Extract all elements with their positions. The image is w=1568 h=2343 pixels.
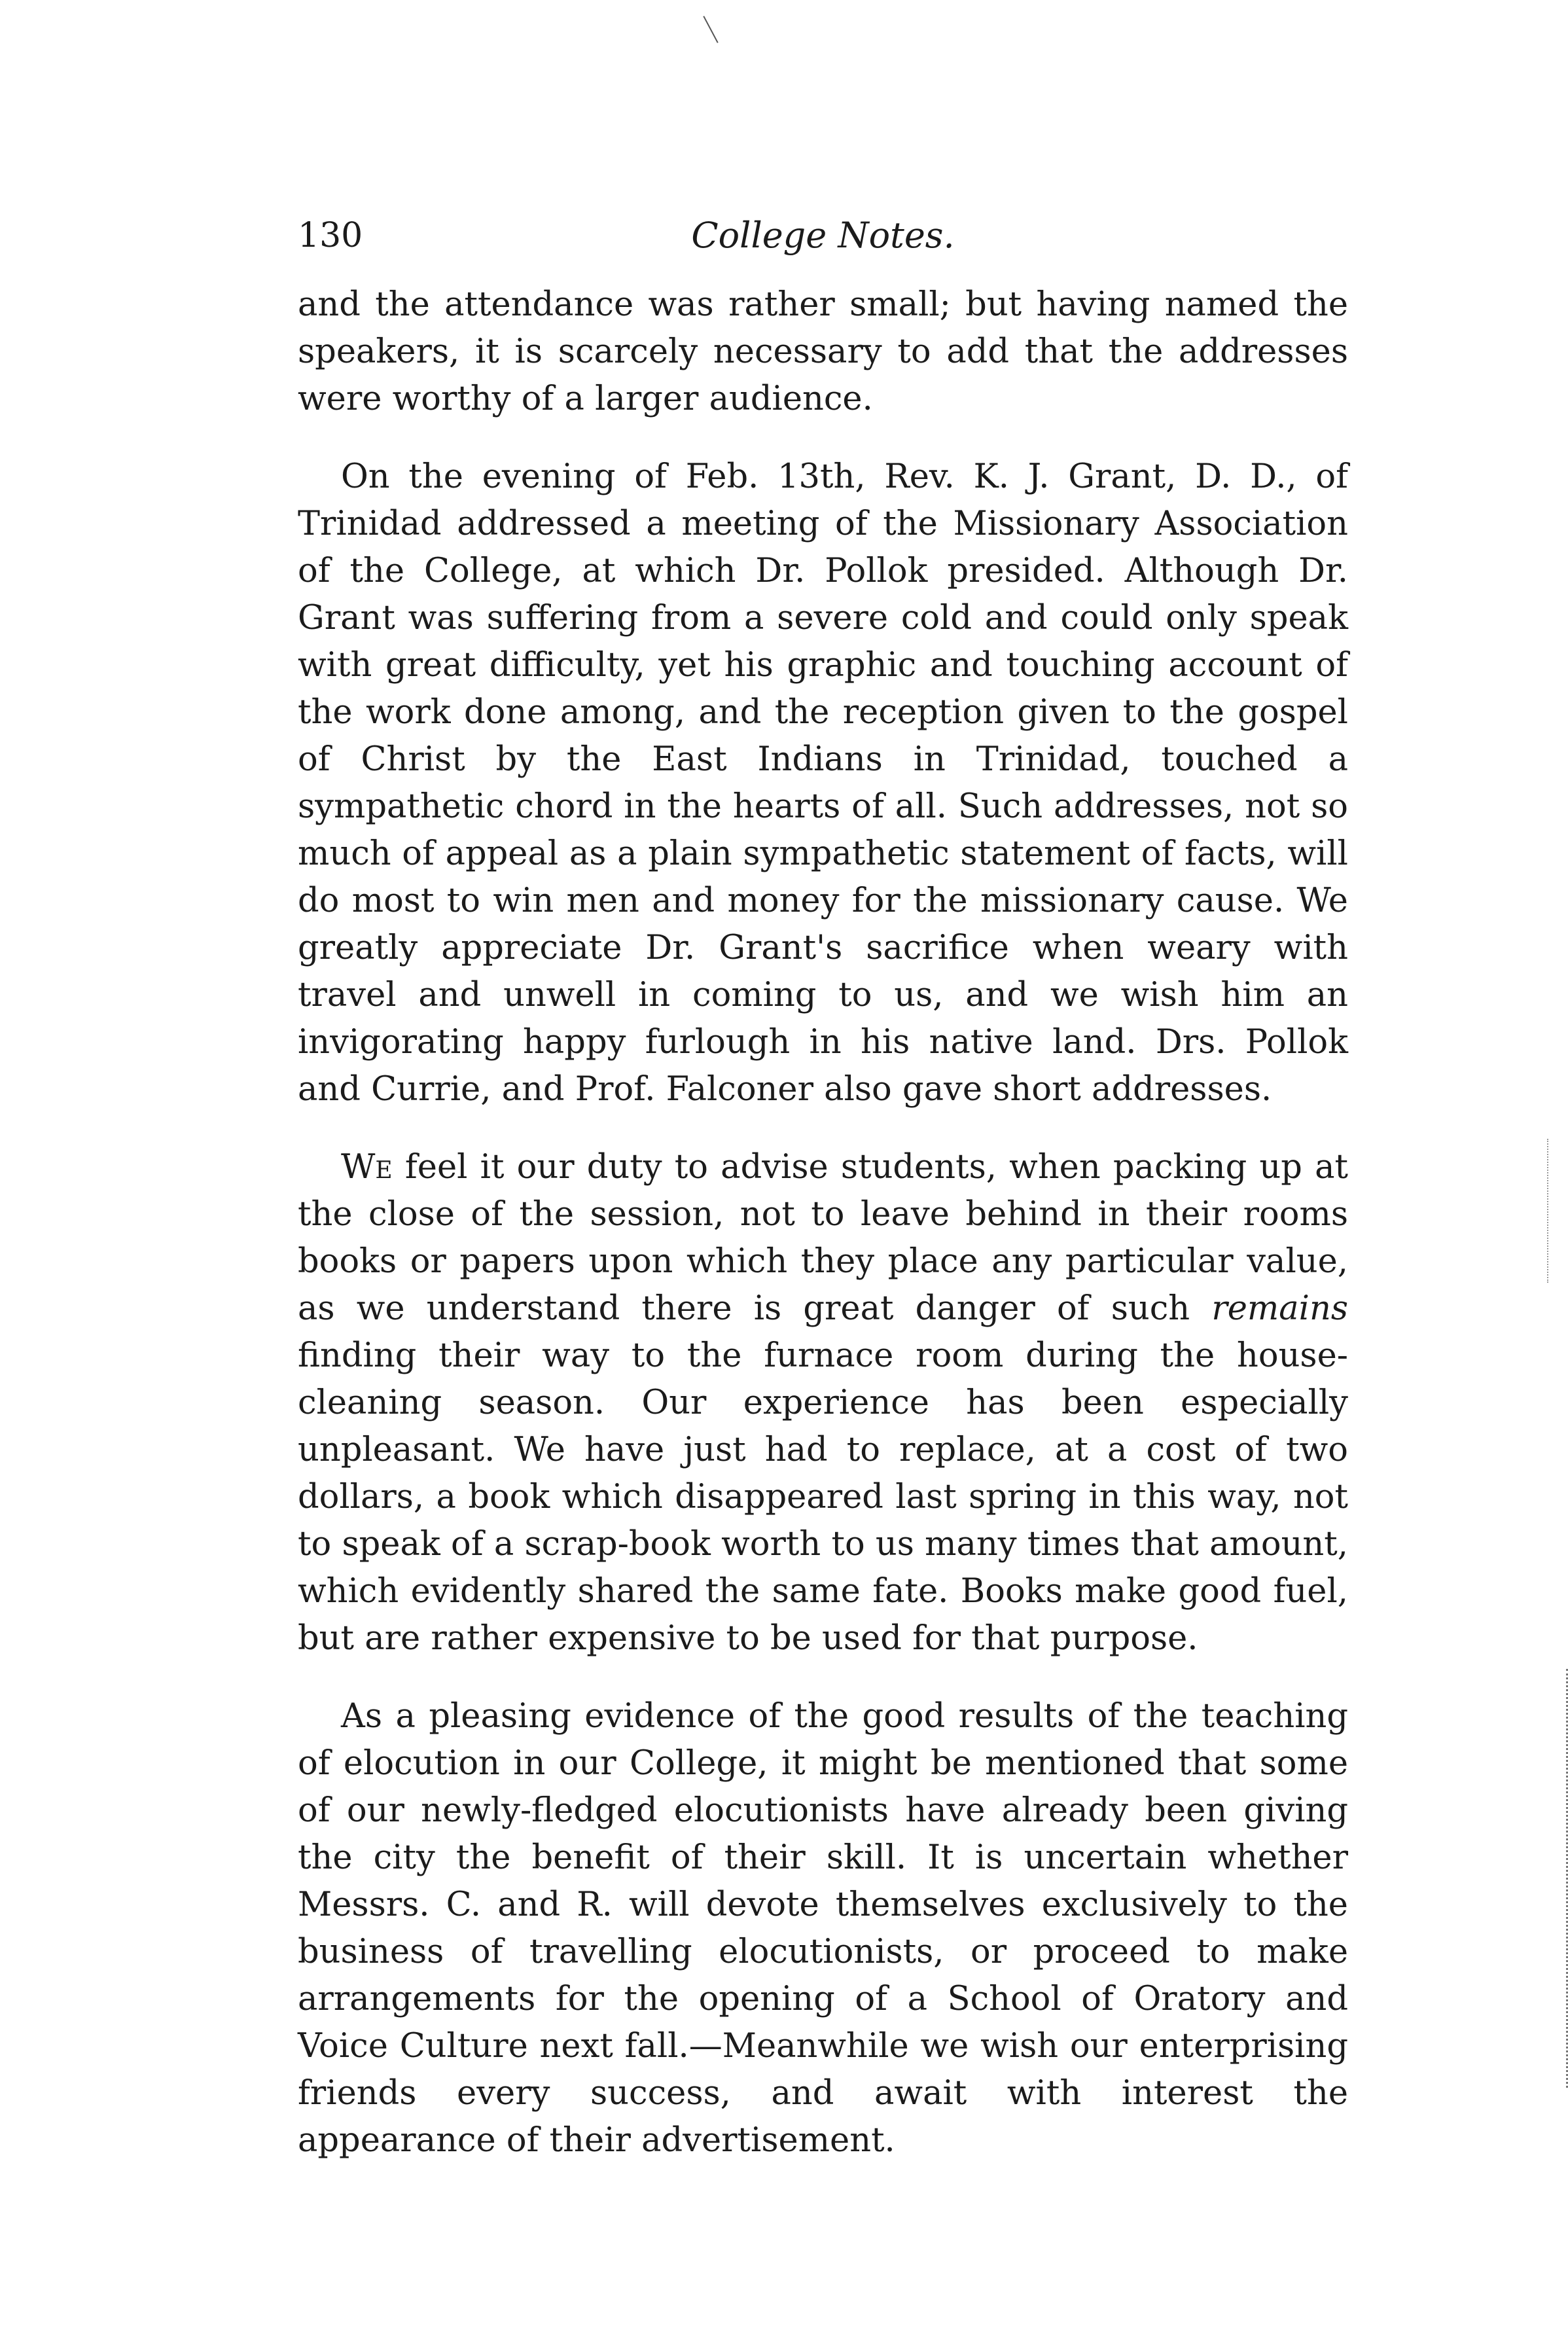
scan-mark — [703, 16, 718, 43]
running-title: College Notes. — [691, 215, 955, 256]
italic-word: remains — [1211, 1289, 1348, 1328]
scan-edge-artifact — [1563, 1669, 1568, 2088]
scan-edge-artifact — [1546, 1139, 1548, 1283]
body-text — [298, 281, 1348, 2164]
paragraph-text-part: finding their way to the furnace room during the house-cleaning season. Our experience has been especially unpleasant. We have just had to replace, at a cost of two dollars, a book which disappeared last spring in this way, not to speak of a scrap-book worth to us many times that amount, which evidently shared the same fate. Books make good fuel, but are rather expensive to be used for that purpose. — [298, 1336, 1348, 1658]
paragraph-lead-word: We — [341, 1148, 393, 1187]
paragraph-grant-address: On the evening of Feb. 13th, Rev. K. J. Grant, D. D., of Trinidad addressed a meeting of the Missionary Association of the College, at which Dr. Pollok presided. Although Dr. Grant was suffering from a severe cold and could only speak with great difficulty, yet his graphic and touching account of the work done among, and the reception given to the gospel of Christ by the East Indians in Trinidad, touched a sympathetic chord in the hearts of all. Such addresses, not so much of appeal as a plain sympathetic statement of facts, will do most to win men and money for the missionary cause. We greatly appreciate Dr. Grant's sacrifice when weary with travel and unwell in coming to us, and we wish him an invigorating happy furlough in his native land. Drs. Pollok and Currie, and Prof. Falconer also gave short addresses. — [298, 457, 1348, 1109]
paragraph-text-part: feel it our duty to advise students, when packing up at the close of the session, not to leave behind in their rooms books or papers upon which they place any particular value, as we understand there is great danger of such — [298, 1148, 1348, 1328]
paragraph-student-books — [298, 1144, 1348, 1662]
paragraph-elocution: As a pleasing evidence of the good results of the teaching of elocution in our College, it might be mentioned that some of our newly-fledged elocutionists have already been giving the city the benefit of their skill. It is uncertain whether Messrs. C. and R. will devote themselves exclusively to the business of travelling elocutionists, or proceed to make arrangements for the opening of a School of Oratory and Voice Culture next fall.—Meanwhile we wish our enterprising friends every success, and await with interest the appearance of their advertisement. — [298, 1697, 1348, 2160]
paragraph-continued: and the attendance was rather small; but having named the speakers, it is scarcely necessary to add that the addresses were worthy of a larger audience. — [298, 285, 1348, 418]
page-header — [298, 213, 1348, 259]
page-number: 130 — [298, 216, 363, 255]
